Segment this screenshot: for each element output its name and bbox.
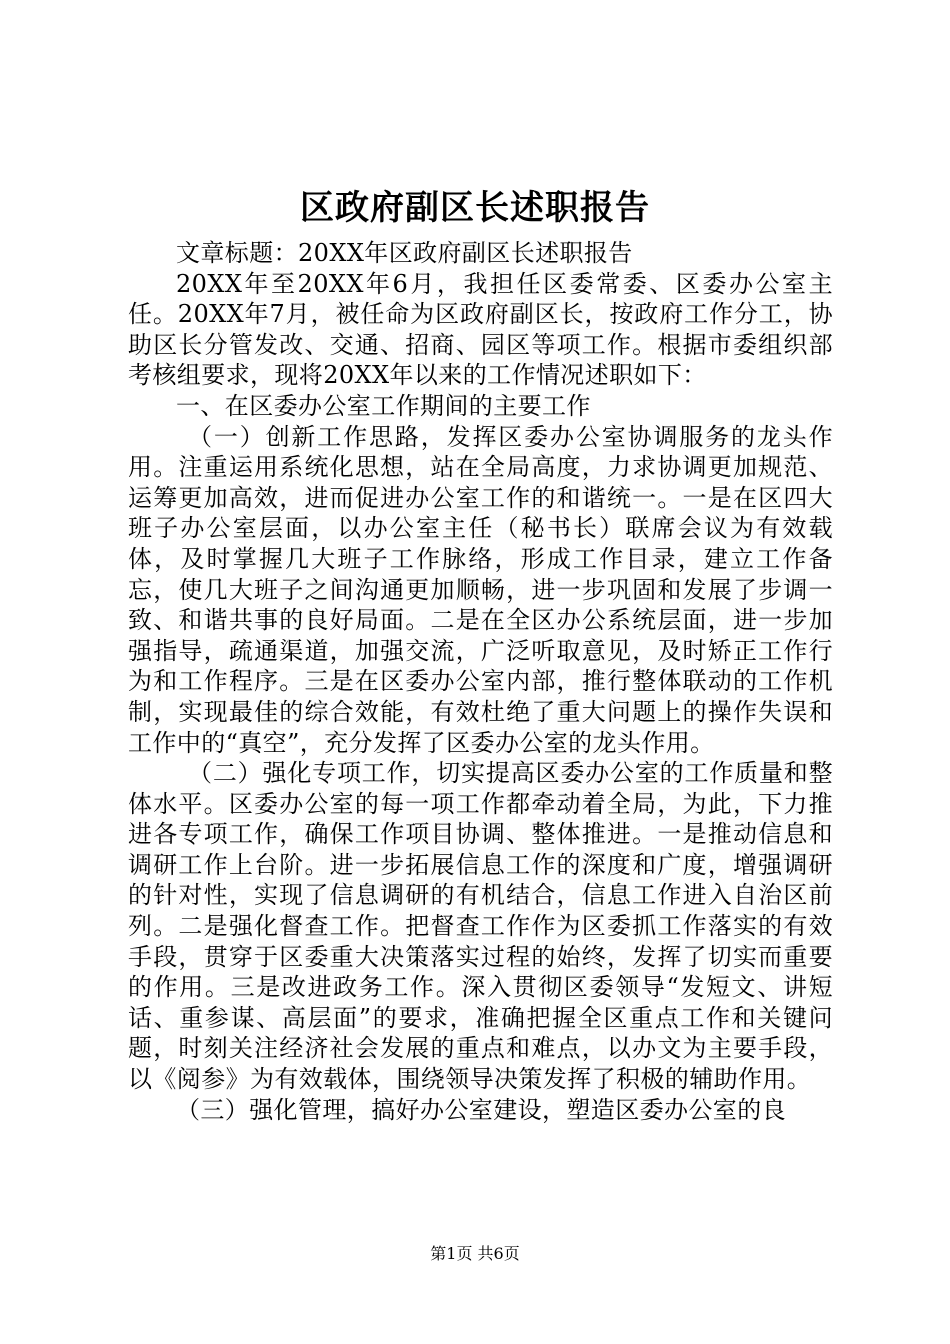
page-footer: 第1页 共6页 [430,1244,520,1263]
intro-paragraph: 20XX年至20XX年6月，我担任区委常委、区委办公室主任。20XX年7月，被任命为区政府副区长，按政府工作分工，协助区长分管发改、交通、招商、园区等项工作。根据市委组织部考核组要求，现将20XX年以来的工作情况述职如下： [128,269,833,390]
article-title-line: 文章标题：20XX年区政府副区长述职报告 [176,239,633,267]
document-body [128,238,833,1125]
section-heading: 一、在区委办公室工作期间的主要工作 [176,391,591,420]
document-title: 区政府副区长述职报告 [300,188,650,228]
paragraph-part-2: （二）强化专项工作，切实提高区委办公室的工作质量和整体水平。区委办公室的每一项工作都牵动着全局，为此，下力推进各专项工作，确保工作项目协调、整体推进。一是推动信息和调研工作上台阶。进一步拓展信息工作的深度和广度，增强调研的针对性，实现了信息调研的有机结合，信息工作进入自治区前列。二是强化督查工作。把督查工作作为区委抓工作落实的有效手段，贯穿于区委重大决策落实过程的始终，发挥了切实而重要的作用。三是改进政务工作。深入贯彻区委领导“发短文、讲短话、重参谋、高层面”的要求，准确把握全区重点工作和关键问题，时刻关注经济社会发展的重点和难点，以办文为主要手段，以《阅参》为有效载体，围绕领导决策发挥了积极的辅助作用。 [128,759,833,1094]
paragraph-part-1: （一）创新工作思路，发挥区委办公室协调服务的龙头作用。注重运用系统化思想，站在全局高度，力求协调更加规范、运筹更加高效，进而促进办公室工作的和谐统一。一是在区四大班子办公室层面，以办公室主任（秘书长）联席会议为有效载体，及时掌握几大班子工作脉络，形成工作目录，建立工作备忘，使几大班子之间沟通更加顺畅，进一步巩固和发展了步调一致、和谐共事的良好局面。二是在全区办公系统层面，进一步加强指导，疏通渠道，加强交流，广泛听取意见，及时矫正工作行为和工作程序。三是在区委办公室内部，推行整体联动的工作机制，实现最佳的综合效能，有效杜绝了重大问题上的操作失误和工作中的“真空”，充分发挥了区委办公室的龙头作用。 [128,422,833,757]
paragraph-part-3: （三）强化管理，搞好办公室建设，塑造区委办公室的良 [176,1095,786,1124]
